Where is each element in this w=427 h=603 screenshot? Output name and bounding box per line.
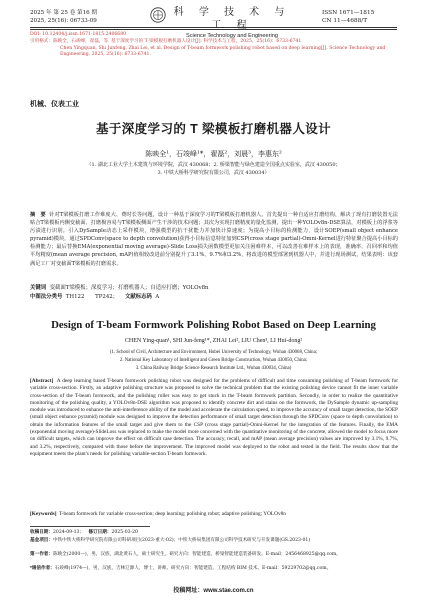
abstract-en-label: [Abstract] (30, 378, 54, 384)
paper-title-en: Design of T-beam Formwork Polishing Robot Based on Deep Learning (51, 319, 376, 331)
doc-code-value: A (155, 294, 160, 300)
journal-logo-icon (150, 7, 166, 23)
paper-title-cn: 基于深度学习的 T 梁模板打磨机器人设计 (95, 122, 332, 136)
received-label: 收稿日期： (30, 529, 53, 534)
abstract-cn (30, 211, 398, 268)
citation-cn: 引用格式：陈映全，石竣峰，翟磊，等. 基于深度学习的 T 梁模板打磨机器人设计[J]. 科学技术与工程，2025，25(16)：6733-6741. (30, 39, 303, 44)
submission-url[interactable]: 投稿网址：www.stae.com.cn (173, 588, 254, 594)
issue-en: 2025, 25(16): 06733-09 (30, 17, 97, 24)
abstract-en (30, 378, 398, 458)
keywords-en-text: T-beam formwork for variable cross-section; deep learning; polishing robot; adaptive polishing; YOLOv8n (59, 511, 286, 517)
journal-name-cn: 科 学 技 术 与 工 程 (173, 7, 291, 31)
journal-name-en: Science Technology and Engineering (186, 33, 278, 39)
first-author-info (30, 551, 398, 559)
affiliation-cn-1: （1. 湖北工业大学土木建筑与环境学院，武汉 430068；2. 桥梁智能与绿色建造全国重点实验室，武汉 430050； (86, 162, 341, 168)
keywords-cn (30, 284, 398, 292)
affiliation-en-1: (1. School of Civil, Architecture and Environment, Hubei University of Technology, Wuhan 430068, China; (109, 350, 318, 355)
revised-label: 修订日期： (88, 529, 112, 534)
clc-label: 中图法分类号 (30, 294, 63, 300)
affiliation-cn-2: 3. 中铁大桥科学研究院有限公司，武汉 430034） (157, 170, 270, 176)
fund-label: 基金项目： (30, 537, 53, 542)
first-author-text: 陈映全(2000—)，男，汉族，湖北黄石人，硕士研究生。研究方向：智能建造、桥梁智能建造装备研发。E-mail：2456468925@qq.com。 (52, 552, 341, 557)
footnote-rule (30, 526, 150, 527)
header-rule (30, 27, 397, 28)
doi: DOI: 10.12404/j.issn.1671-1815.2406680 (30, 32, 127, 37)
doc-code-label: 文献标志码 (124, 294, 152, 300)
keywords-cn-label: 关键词 (30, 285, 47, 291)
subject-category: 机械、仪表工业 (30, 101, 79, 108)
citation-en: Chen Yingquan, Shi Junfeng, Zhai Lei, et al. Design of T-beam formwork polishing robot based on deep learning[J]. Science Technology and Engineering, 2025, 25(16): 6733-6741. (60, 46, 386, 58)
header-rule-thin (30, 29, 397, 30)
affiliation-en-3: 3. China Railway Bridge Science Research Institute Ltd., Wuhan 430034, China) (135, 366, 292, 371)
affiliation-en-2: 2. National Key Laboratory of Intelligent and Green Bridge Construction, Wuhan 430050, China; (119, 358, 308, 363)
classification (30, 293, 398, 301)
keywords-en (30, 511, 398, 518)
received-dates (30, 529, 398, 537)
revised-date: 2025-03-20 (111, 530, 138, 535)
corresponding-author-info (30, 565, 398, 573)
abstract-cn-text: 针对T梁模板打磨工作难度大、费时长等问题，设计一种基于深度学习的T梁模板打磨机器人。首先提出一种自适应打磨结构，解决了现有打磨装置无法贴合T梁模板内侧变截面、打磨极容易与T梁模板侧面产生干涉的技术问题；其次为实现打磨精度的量化监测，提出一种YOLOv8n-DSE算法，对模板上的浮浆等污渍进行识别。引入DySample动态上采样模块，增强模型的抗干扰能力并加快计算速度；为提高小目标的检测能力，设计SOEP(small object enhance pyramid)模块，通过SPDConv(space to depth convolution)获得小目标信息特征加到CSP(cross stage partial)-Omni-Kernel进行特征聚合提高小目标的检测能力；最后替换EMA(exponential moving average)-Slide Loss损失函数模型更加关注困难样本，可以改善在难样本上的表现，准确率、召回率和均值平均精度(mean average precision, mAP)值相较改进前分别提升了3.1%、9.7%和3.2%，将改进的模型部署到机器人中，并进行现场测试，结果表明：该套满足工厂对变截面T梁模板的打磨需求。 (30, 212, 398, 267)
issn-info (322, 10, 374, 25)
issue-cn: 2025 年 第 25 卷 第16 期 (30, 10, 98, 16)
abstract-en-text: A deep learning based T-beam formwork polishing robot was designed for the problems of difficult and time consuming polishing of T-beam formwork for variable cross-section. Firstly, an adaptive polishing structure was proposed to solve the technical problem that the existing polishing device cannot fit the inner variable cross-section of the T-beam formwork, and the polishing roller was easy to get stuck in the T-beam formwork partition. Secondly, in order to realize the quantitative monitoring of the polishing quality, a YOLOv8n-DSE algorithm was proposed to identify concrete dirt and stains on the formwork, the DySample dynamic up-sampling module was introduced to enhance the anti-interference ability of the model and accelerate the calculation speed, to improve the accuracy of small target detection, the SOEP (small object enhance pyramid) module was designed to improve the detection performance of small target detection through the SPDConv (space to depth convolution) to obtain the information features of the small target and give them to the CSP (cross stage partial)-Omni-Kernel for the integration of the features. Finally, the EMA (exponential moving average)-SlideLoss was replaced to make the model more concerned with the quantitative monitoring of the concrete, allowed the model to focus more on difficult targets, which can improve the effect on difficult case detection. The accuracy, recall, and mAP (mean average precision) values are improved by 3.1%, 9.7%, and 3.2%, respectively, compared with those before the improvement. The improved model was deployed to the robot and tested in the field. The results show that the equipment meets the plant's needs for polishing variable-section T-beam formwork. (30, 378, 398, 457)
issue-info (30, 10, 97, 25)
corresponding-author-text: 石竣峰(1974—)，男，汉族，吉林辽源人，博士，讲师。研究方向：智能建造、工程结构 BIM 技术。E-mail：59229702@qq.com。 (54, 566, 332, 571)
fund-info (30, 537, 398, 545)
authors-cn: 陈映全¹，石竣峰¹*，翟磊²，刘晨³，李惠东² (145, 150, 282, 158)
fund-text: 中铁中铁大桥科学研究院有限公司科研项目(2023-重大-02)；中铁大桥局集团有限公司科学技术研究与开发课题(GS.2023-01) (52, 538, 311, 543)
abstract-cn-label: 摘 要 (30, 212, 46, 218)
issn: ISSN 1671—1815 (322, 10, 375, 16)
cn-number: CN 11—4688/T (322, 17, 368, 24)
clc-value: TH122 TP242； (65, 294, 119, 300)
keywords-en-label: [Keywords] (30, 511, 57, 517)
corresponding-author-label: *通信作者： (30, 565, 55, 570)
received-date: 2024-09-13； (52, 530, 85, 535)
authors-en: CHEN Ying-quan¹, SHI Jun-feng¹*, ZHAI Lei², LIU Chen³, LI Hui-dong² (124, 338, 303, 344)
first-author-label: 第一作者： (30, 551, 53, 556)
keywords-cn-text: 变截面T梁模板；深度学习；打磨机器人；自适应打磨；YOLOv8n (49, 285, 209, 291)
